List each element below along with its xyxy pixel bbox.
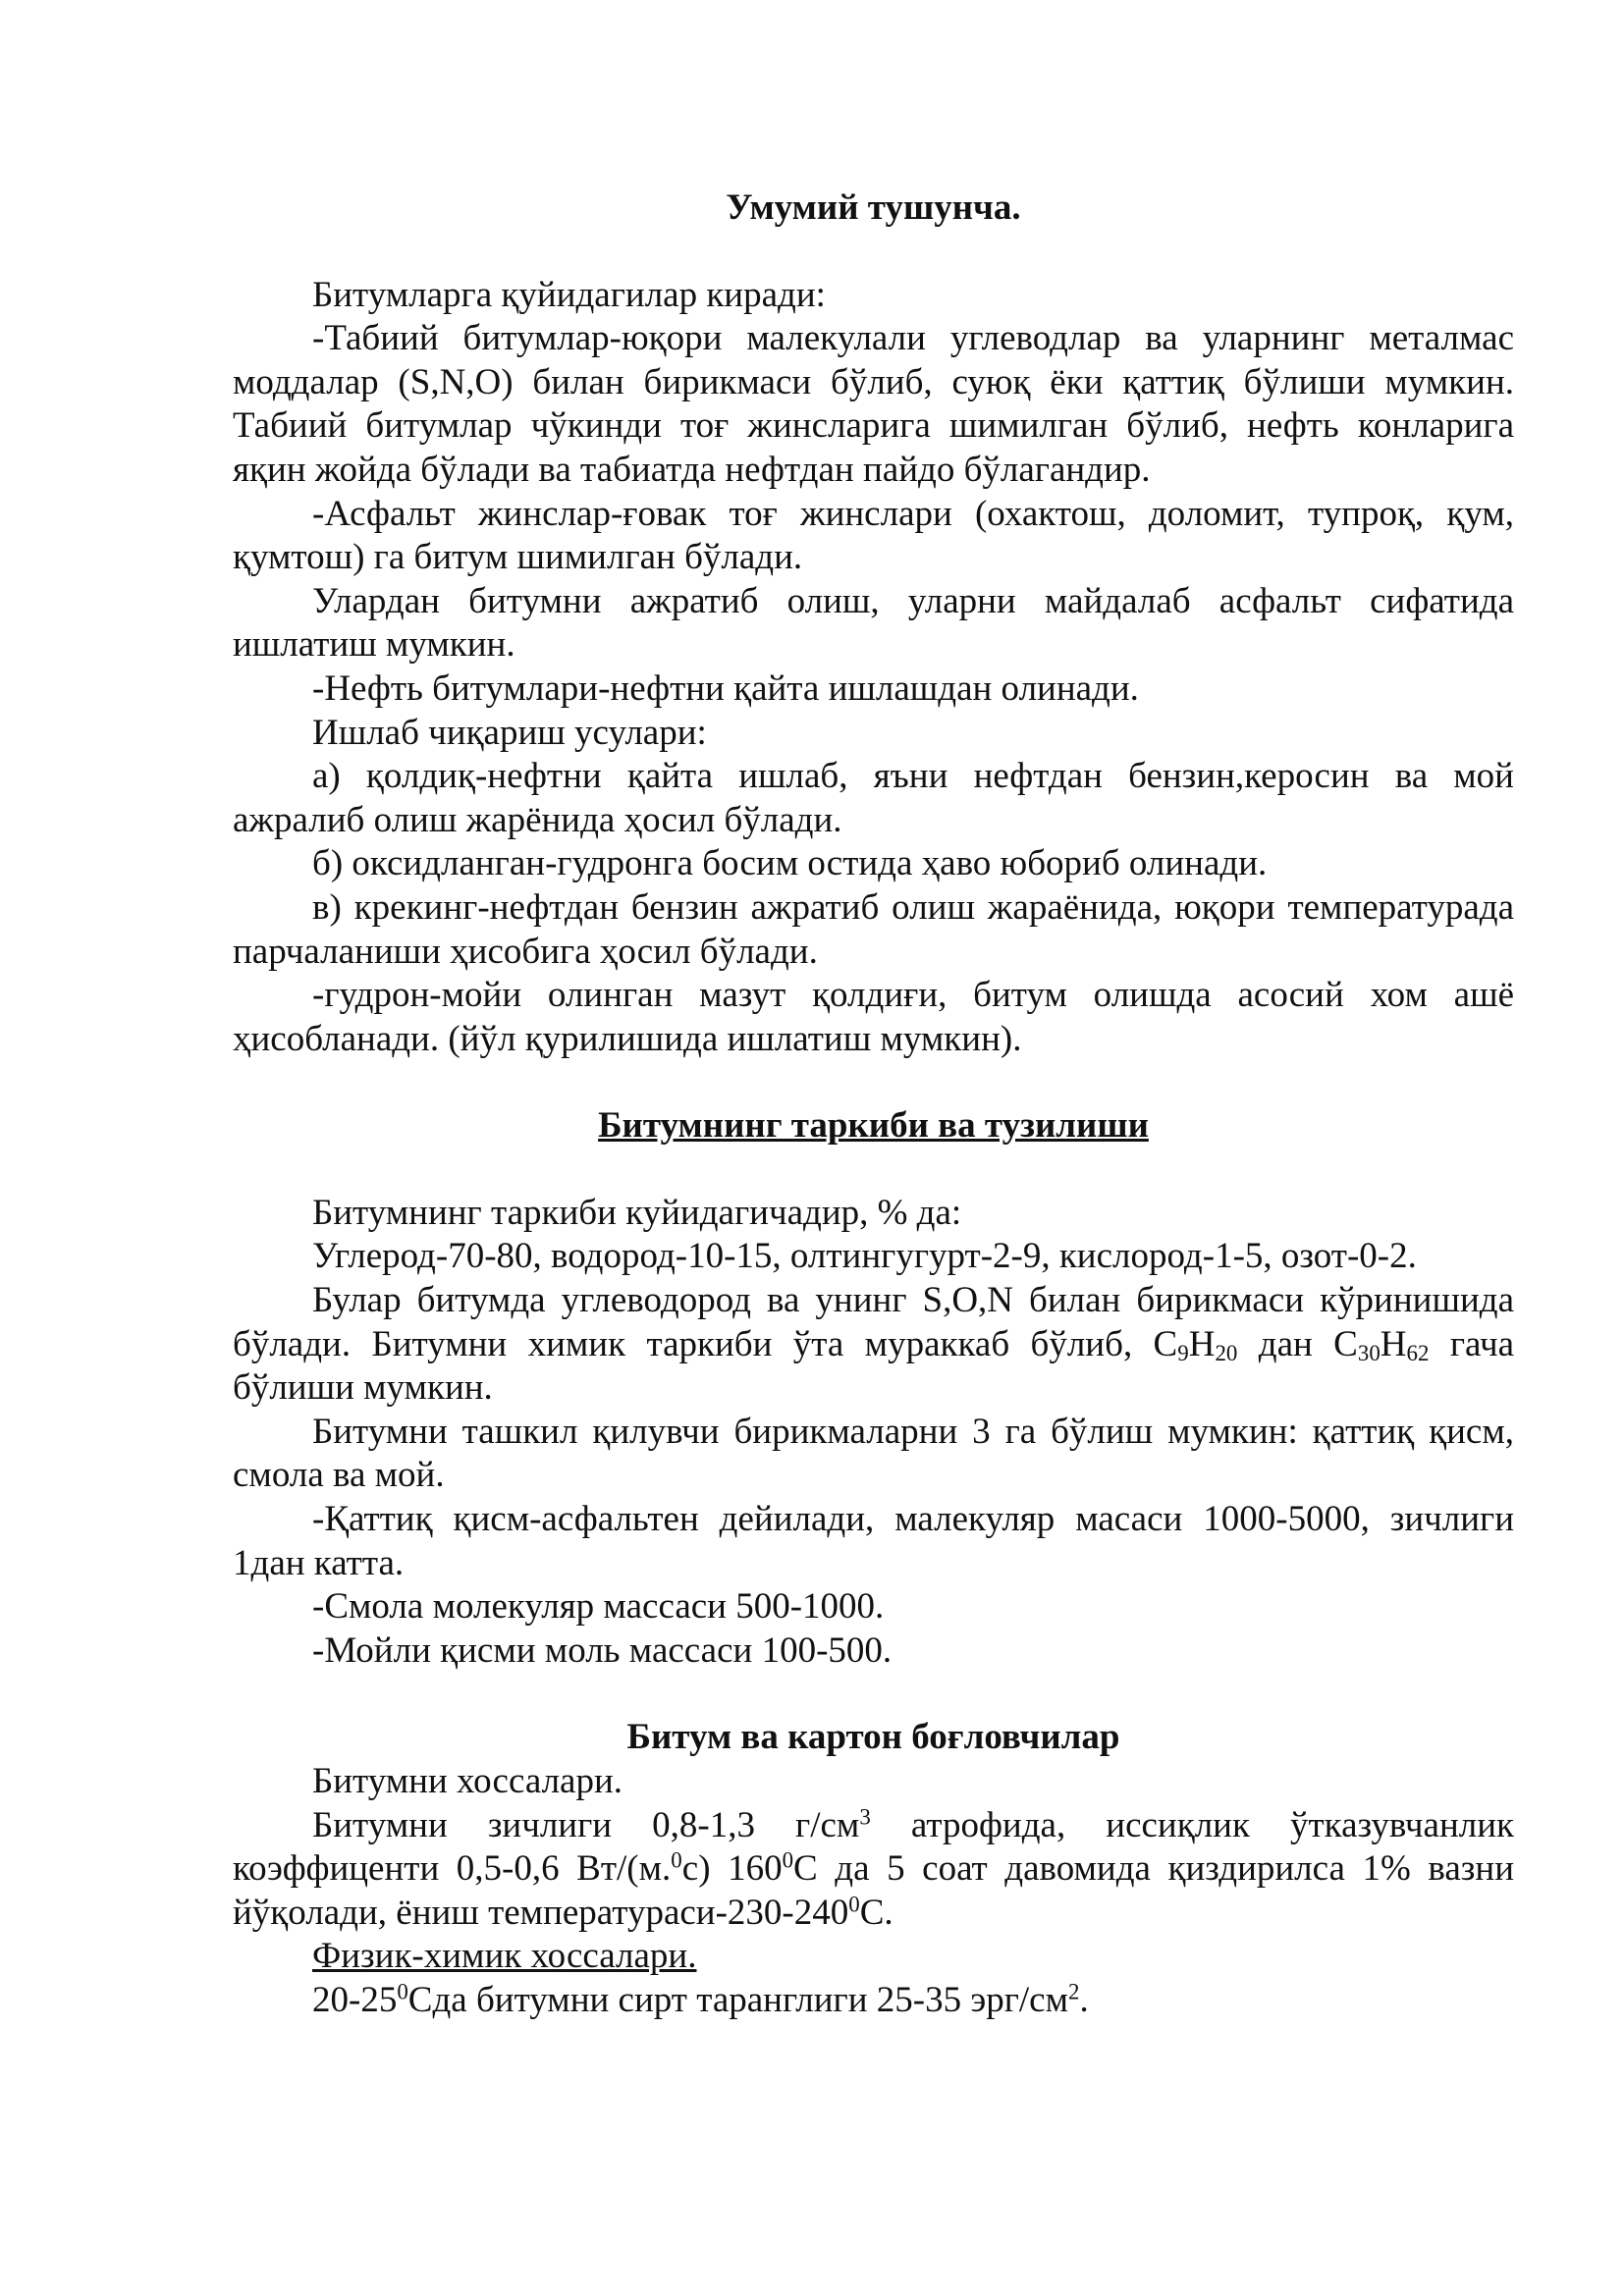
superscript: 3: [859, 1803, 871, 1829]
density-text-b: атрофида, иссиқлик ўтказувчанлик коэффиценти 0,5-0,6 Вт/(м.: [233, 1804, 1514, 1890]
elements-paragraph: Углерод-70-80, водород-10-15, олтингугурт-2-9, кислород-1-5, озот-0-2.: [312, 1236, 1417, 1277]
intro-paragraph: Битумларга қуйидагилар киради:: [312, 274, 826, 315]
density-text-e: С.: [859, 1892, 893, 1933]
subscript: 20: [1215, 1340, 1238, 1365]
method-a-paragraph: а) қолдиқ-нефтни қайта ишлаб, яъни нефтдан бензин,керосин ва мой ажралиб олиш жарёнида ҳосил бўлади.: [233, 756, 1514, 840]
physchem-subheading-text: Физик-химик хоссалари.: [312, 1936, 697, 1977]
subscript: 9: [1177, 1340, 1189, 1365]
superscript: 0: [782, 1847, 794, 1873]
surface-tension-text-b: Сда битумни сирт таранглиги 25-35 эрг/см: [407, 1979, 1069, 2020]
asphalt-rocks-paragraph: -Асфальт жинслар-ғовак тоғ жинслари (охактош, доломит, тупроқ, қум, қумтош) га битум шимилган бўлади.: [233, 493, 1514, 578]
hydrocarbon-text-c: дан C: [1237, 1323, 1358, 1364]
section-heading-composition-text: Битумнинг таркиби ва тузилиши: [598, 1105, 1149, 1147]
properties-intro-paragraph: Битумни хоссалари.: [312, 1761, 623, 1801]
density-text-c: с) 160: [681, 1848, 783, 1890]
method-c-paragraph: в) крекинг-нефтдан бензин ажратиб олиш жараёнида, юқори температурада парчаланиши ҳисобига ҳосил бўлади.: [233, 886, 1514, 972]
density-text-a: Битумни зичлиги 0,8-1,3 г/см: [312, 1804, 860, 1845]
tar-paragraph: -гудрон-мойи олинган мазут қолдиғи, битум олишда асосий хом ашё ҳисобланади. (йўл қурилишида ишлатиш мумкин).: [233, 975, 1514, 1059]
superscript: 0: [848, 1892, 860, 1917]
hydrocarbon-paragraph: [233, 1279, 1514, 1411]
extraction-paragraph: Улардан битумни ажратиб олиш, уларни майдалаб асфальт сифатида ишлатиш мумкин.: [233, 580, 1514, 666]
hydrocarbon-text-a: Булар битумда углеводород ва унинг S,O,N билан бирикмаси кўринишида бўлади. Битумни химик таркиби ўта мураккаб бўлиб, C: [233, 1280, 1514, 1364]
density-text-d: С да 5 соат давомида қиздирилса 1% вазни йўқолади, ёниш температураси-230-240: [233, 1848, 1515, 1933]
composition-intro-paragraph: Битумнинг таркиби куйидагичадир, % да:: [312, 1192, 962, 1233]
superscript: 2: [1068, 1979, 1080, 2004]
section-heading-composition: [233, 1104, 1514, 1148]
resin-paragraph: -Смола молекуляр массаси 500-1000.: [312, 1586, 885, 1628]
section-heading-binders: Битум ва картон боғловчилар: [626, 1717, 1120, 1758]
natural-bitumen-paragraph: -Табиий битумлар-юқори малекулали углеводлар ва уларнинг металмас моддалар (S,N,O) билан бирикмаси бўлиб, суюқ ёки қаттиқ бўлиши мумкин. Табиий битумлар чўкинди тоғ жинсларига шимилган бўлиб, нефть конларига яқин жойда бўлади ва табиатда нефтдан пайдо бўлагандир.: [233, 318, 1514, 490]
surface-tension-text-c: .: [1079, 1979, 1089, 2020]
oil-part-paragraph: -Мойли қисми моль массаси 100-500.: [312, 1629, 893, 1671]
production-methods-paragraph: Ишлаб чиқариш усулари:: [312, 712, 707, 753]
surface-tension-paragraph: [233, 1979, 1514, 2023]
surface-tension-text-a: 20-25: [312, 1979, 398, 2020]
oil-bitumen-paragraph: -Нефть битумлари-нефтни қайта ишлашдан олинади.: [312, 667, 1139, 709]
hydrocarbon-text-b: H: [1188, 1323, 1216, 1364]
asphaltene-paragraph: -Қаттиқ қисм-асфальтен дейилади, малекуляр масаси 1000-5000, зичлиги 1дан катта.: [233, 1499, 1514, 1583]
physchem-subheading: [233, 1935, 1514, 1979]
subscript: 62: [1406, 1340, 1430, 1365]
density-paragraph: [233, 1804, 1514, 1936]
page-title: Умумий тушунча.: [726, 187, 1021, 228]
document-page: [233, 187, 1514, 2023]
method-b-paragraph: б) оксидланган-гудронга босим остида ҳаво юбориб олинади.: [312, 843, 1268, 884]
subscript: 30: [1357, 1340, 1380, 1365]
superscript: 0: [671, 1847, 682, 1873]
superscript: 0: [397, 1979, 408, 2004]
components-paragraph: Битумни ташкил қилувчи бирикмаларни 3 га бўлиш мумкин: қаттиқ қисм, смола ва мой.: [233, 1411, 1514, 1496]
hydrocarbon-text-d: H: [1380, 1323, 1407, 1364]
hydrocarbon-text-e: гача бўлиши мумкин.: [233, 1323, 1514, 1409]
